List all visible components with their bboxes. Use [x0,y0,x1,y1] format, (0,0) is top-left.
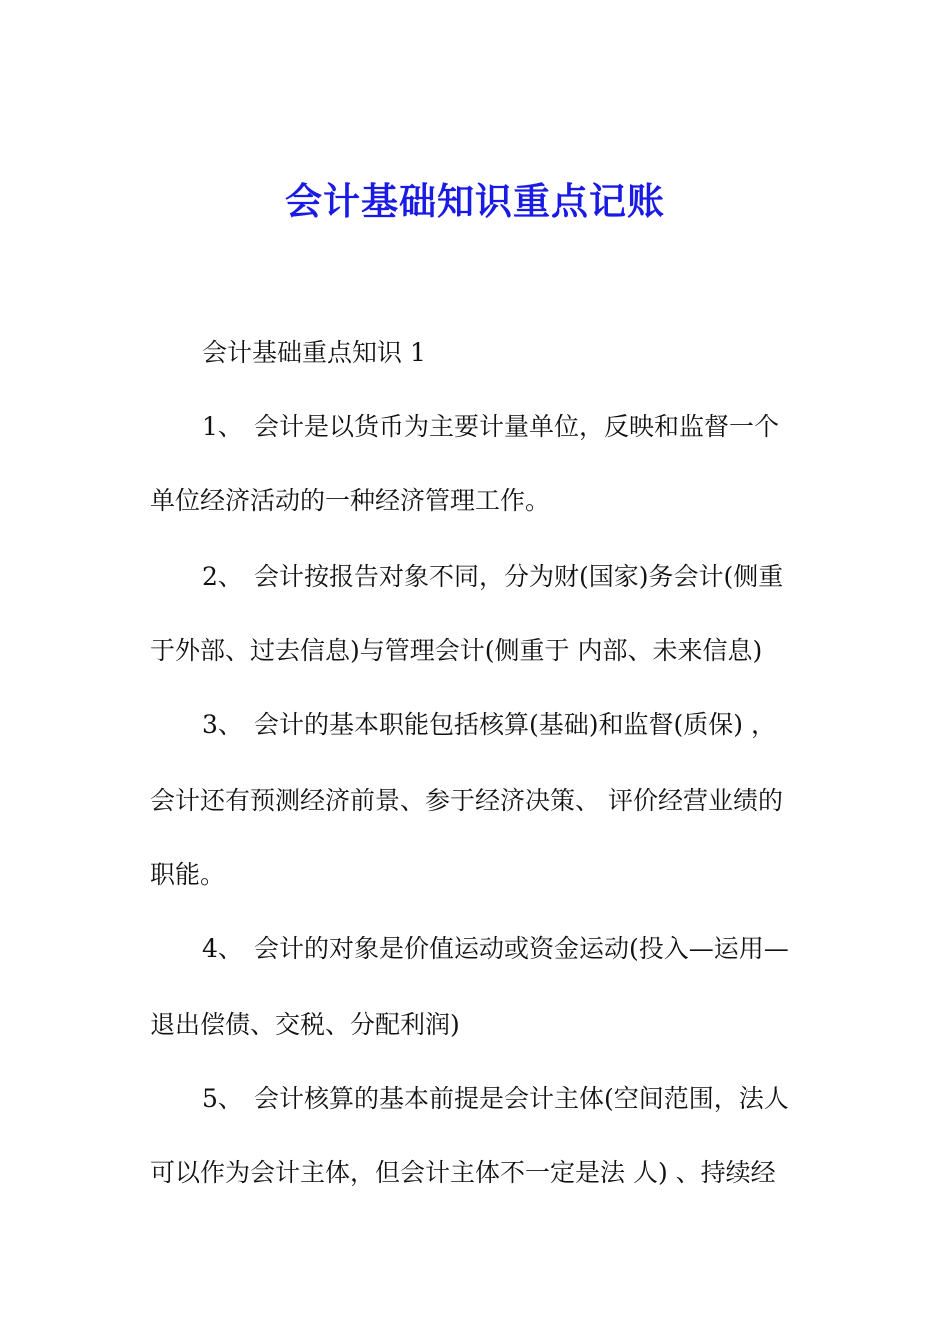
paragraph-5-text: 会计核算的基本前提是会计主体(空间范围，法人 [254,1084,789,1113]
paragraph-4-line-2: 退出偿债、交税、分配利润) [150,1010,460,1039]
paragraph-1-line-1 [202,410,862,444]
paragraph-1-number: 1、 [202,412,243,441]
paragraph-2-number: 2、 [202,562,243,591]
paragraph-4-text: 会计的对象是价值运动或资金运动(投入—运用— [254,934,789,963]
paragraph-2-text: 会计按报告对象不同，分为财(国家)务会计(侧重 [254,562,784,591]
paragraph-5-line-2: 可以作为会计主体，但会计主体不一定是法 人) 、持续经 [150,1158,776,1187]
paragraph-2-line-2: 于外部、过去信息)与管理会计(侧重于 内部、未来信息) [150,636,763,665]
paragraph-4-line-1 [202,932,862,966]
paragraph-3-line-1 [202,708,862,742]
paragraph-1-line-2: 单位经济活动的一种经济管理工作。 [150,486,551,515]
paragraph-5-number: 5、 [202,1084,243,1113]
paragraph-2-line-1 [202,560,862,594]
paragraph-3-number: 3、 [202,710,243,739]
paragraph-1-text: 会计是以货币为主要计量单位，反映和监督一个 [254,412,780,441]
paragraph-3-line-2: 会计还有预测经济前景、参于经济决策、 评价经营业绩的 [150,786,783,815]
paragraph-3-text: 会计的基本职能包括核算(基础)和监督(质保) ， [254,710,776,739]
paragraph-3-line-3: 职能。 [150,860,226,889]
section-heading: 会计基础重点知识 1 [202,338,426,367]
paragraph-4-number: 4、 [202,934,243,963]
document-title: 会计基础知识重点记账 [285,180,665,223]
paragraph-5-line-1 [202,1082,862,1116]
